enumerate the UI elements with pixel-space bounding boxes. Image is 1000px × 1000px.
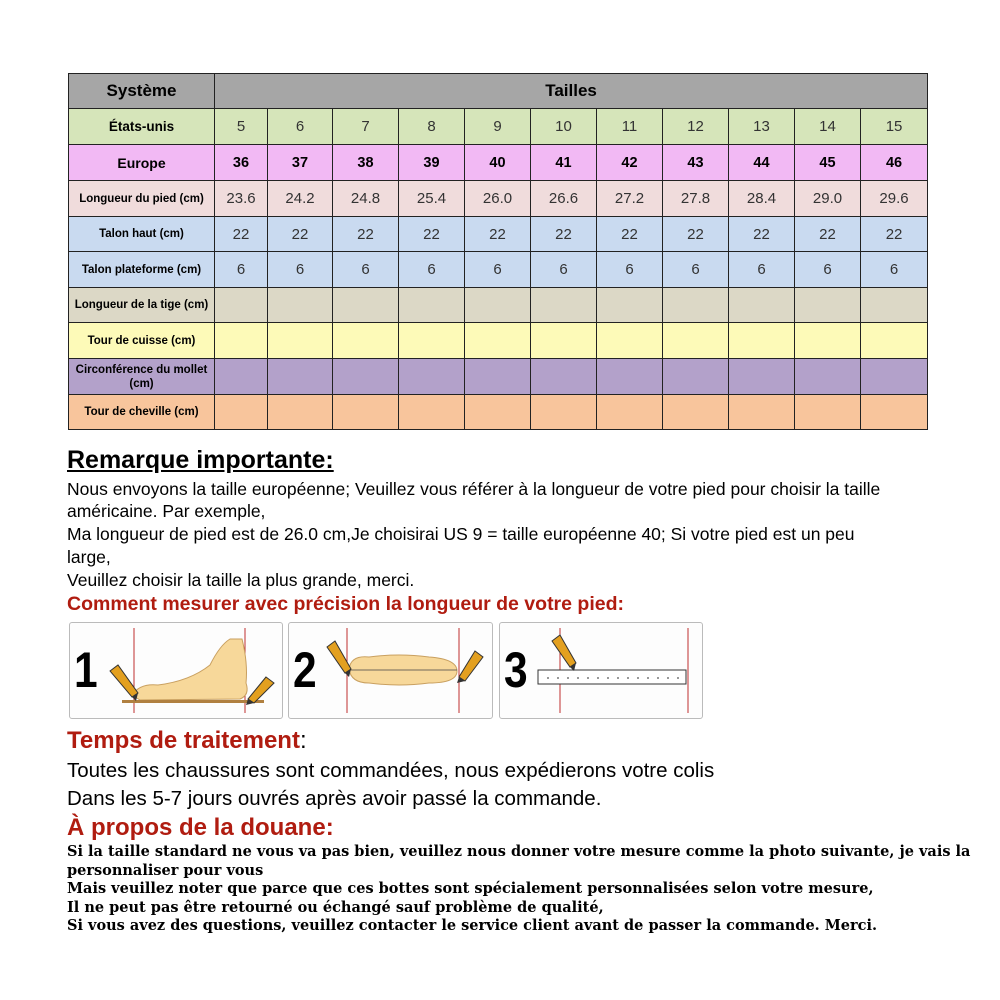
- cell-foot-11: 29.6: [861, 181, 928, 217]
- cell-heel-1: 22: [215, 217, 268, 252]
- cell-shaft-10: [795, 288, 861, 323]
- cell-plat-10: 6: [795, 252, 861, 288]
- table-row-us: [69, 109, 928, 145]
- cell-ankle-2: [268, 395, 333, 430]
- cell-plat-4: 6: [399, 252, 465, 288]
- cell-heel-4: 22: [399, 217, 465, 252]
- cell-calf-10: [795, 359, 861, 395]
- right-pencil-icon: [457, 651, 483, 683]
- table-row-thigh: [69, 323, 928, 359]
- processing-line-1: Toutes les chaussures sont commandées, nous expédierons votre colis: [67, 759, 715, 782]
- cell-heel-5: 22: [465, 217, 531, 252]
- cell-us-8: 8: [399, 109, 465, 145]
- cell-plat-11: 6: [861, 252, 928, 288]
- cell-thigh-2: [268, 323, 333, 359]
- cell-eu-45: 45: [795, 145, 861, 181]
- cell-heel-3: 22: [333, 217, 399, 252]
- cell-eu-36: 36: [215, 145, 268, 181]
- row-label-platform-heel: Talon plateforme (cm): [69, 252, 215, 288]
- cell-plat-9: 6: [729, 252, 795, 288]
- ruler-illustration: [500, 623, 702, 718]
- cell-heel-2: 22: [268, 217, 333, 252]
- row-label-ankle: Tour de cheville (cm): [69, 395, 215, 430]
- cell-us-5: 5: [215, 109, 268, 145]
- cell-ankle-9: [729, 395, 795, 430]
- cell-ankle-3: [333, 395, 399, 430]
- table-header-row: [69, 74, 928, 109]
- cell-shaft-4: [399, 288, 465, 323]
- customs-line-3: Mais veuillez noter que parce que ces bottes sont spécialement personnalisées selon votre mesure,: [67, 880, 874, 897]
- foot-side-view-illustration: [70, 623, 282, 718]
- cell-calf-1: [215, 359, 268, 395]
- cell-shaft-1: [215, 288, 268, 323]
- cell-calf-5: [465, 359, 531, 395]
- cell-shaft-2: [268, 288, 333, 323]
- cell-heel-7: 22: [597, 217, 663, 252]
- cell-shaft-9: [729, 288, 795, 323]
- cell-us-12: 12: [663, 109, 729, 145]
- cell-eu-46: 46: [861, 145, 928, 181]
- cell-eu-38: 38: [333, 145, 399, 181]
- customs-line-4: Il ne peut pas être retourné ou échangé sauf problème de qualité,: [67, 899, 604, 916]
- foot-top-view-illustration: [289, 623, 492, 718]
- cell-us-7: 7: [333, 109, 399, 145]
- cell-thigh-10: [795, 323, 861, 359]
- cell-us-11: 11: [597, 109, 663, 145]
- cell-eu-37: 37: [268, 145, 333, 181]
- table-row-calf: [69, 359, 928, 395]
- row-label-europe: Europe: [69, 145, 215, 181]
- cell-eu-41: 41: [531, 145, 597, 181]
- remarque-line-5: Veuillez choisir la taille la plus grande, merci.: [67, 570, 415, 590]
- cell-shaft-3: [333, 288, 399, 323]
- cell-calf-8: [663, 359, 729, 395]
- processing-heading-colon: :: [299, 727, 307, 754]
- cell-plat-1: 6: [215, 252, 268, 288]
- table-row-shaft-length: [69, 288, 928, 323]
- table-row-europe: [69, 145, 928, 181]
- cell-calf-6: [531, 359, 597, 395]
- ruler-pencil-icon: [552, 635, 576, 671]
- remarque-line-1: Nous envoyons la taille européenne; Veuillez vous référer à la longueur de votre pied pour choisir la taille: [67, 479, 881, 499]
- cell-ankle-10: [795, 395, 861, 430]
- cell-calf-3: [333, 359, 399, 395]
- cell-calf-2: [268, 359, 333, 395]
- cell-foot-2: 24.2: [268, 181, 333, 217]
- cell-foot-7: 27.2: [597, 181, 663, 217]
- cell-foot-3: 24.8: [333, 181, 399, 217]
- cell-thigh-7: [597, 323, 663, 359]
- cell-eu-43: 43: [663, 145, 729, 181]
- cell-thigh-1: [215, 323, 268, 359]
- cell-calf-4: [399, 359, 465, 395]
- cell-foot-9: 28.4: [729, 181, 795, 217]
- cell-heel-6: 22: [531, 217, 597, 252]
- cell-thigh-9: [729, 323, 795, 359]
- cell-heel-10: 22: [795, 217, 861, 252]
- cell-eu-40: 40: [465, 145, 531, 181]
- cell-foot-4: 25.4: [399, 181, 465, 217]
- measure-step-2-panel: [288, 622, 493, 719]
- cell-thigh-5: [465, 323, 531, 359]
- cell-shaft-7: [597, 288, 663, 323]
- remarque-line-3: Ma longueur de pied est de 26.0 cm,Je choisirai US 9 = taille européenne 40; Si votre pied est un peu: [67, 524, 855, 544]
- remarque-line-2: américaine. Par exemple,: [67, 501, 266, 521]
- cell-ankle-11: [861, 395, 928, 430]
- cell-us-10: 10: [531, 109, 597, 145]
- step-1-number: 1: [74, 642, 98, 698]
- customs-line-1: Si la taille standard ne vous va pas bien, veuillez nous donner votre mesure comme la photo suivante, je vais la: [67, 843, 971, 860]
- cell-ankle-7: [597, 395, 663, 430]
- processing-heading: [67, 727, 307, 755]
- cell-plat-2: 6: [268, 252, 333, 288]
- cell-shaft-11: [861, 288, 928, 323]
- measure-step-1-panel: [69, 622, 283, 719]
- row-label-calf: Circonférence du mollet (cm): [69, 359, 215, 395]
- cell-plat-5: 6: [465, 252, 531, 288]
- cell-foot-1: 23.6: [215, 181, 268, 217]
- cell-shaft-8: [663, 288, 729, 323]
- cell-foot-10: 29.0: [795, 181, 861, 217]
- cell-us-9: 9: [465, 109, 531, 145]
- cell-plat-8: 6: [663, 252, 729, 288]
- row-label-shaft-length: Longueur de la tige (cm): [69, 288, 215, 323]
- measure-heading: Comment mesurer avec précision la longueur de votre pied:: [67, 593, 624, 615]
- step-3-number: 3: [504, 642, 528, 698]
- cell-ankle-6: [531, 395, 597, 430]
- cell-us-13: 13: [729, 109, 795, 145]
- cell-ankle-8: [663, 395, 729, 430]
- cell-thigh-4: [399, 323, 465, 359]
- step-2-number: 2: [293, 642, 317, 698]
- row-label-high-heel: Talon haut (cm): [69, 217, 215, 252]
- cell-ankle-4: [399, 395, 465, 430]
- cell-plat-6: 6: [531, 252, 597, 288]
- cell-foot-8: 27.8: [663, 181, 729, 217]
- cell-ankle-5: [465, 395, 531, 430]
- cell-foot-6: 26.6: [531, 181, 597, 217]
- cell-plat-3: 6: [333, 252, 399, 288]
- row-label-foot-length: Longueur du pied (cm): [69, 181, 215, 217]
- remarque-line-4: large,: [67, 547, 111, 567]
- cell-thigh-3: [333, 323, 399, 359]
- cell-heel-9: 22: [729, 217, 795, 252]
- table-row-ankle: [69, 395, 928, 430]
- cell-us-6: 6: [268, 109, 333, 145]
- cell-eu-42: 42: [597, 145, 663, 181]
- customs-line-2: personnaliser pour vous: [67, 862, 264, 879]
- cell-eu-44: 44: [729, 145, 795, 181]
- table-row-platform-heel: [69, 252, 928, 288]
- system-header-cell: Système: [69, 74, 215, 109]
- cell-us-15: 15: [861, 109, 928, 145]
- row-label-us: États-unis: [69, 109, 215, 145]
- size-chart-table: [68, 73, 928, 430]
- sizes-header-cell: Tailles: [215, 74, 928, 109]
- customs-line-5: Si vous avez des questions, veuillez contacter le service client avant de passer la commande. Merci.: [67, 917, 878, 934]
- cell-plat-7: 6: [597, 252, 663, 288]
- measure-step-3-panel: [499, 622, 703, 719]
- customs-heading: À propos de la douane:: [67, 814, 334, 841]
- cell-thigh-8: [663, 323, 729, 359]
- cell-thigh-6: [531, 323, 597, 359]
- cell-calf-7: [597, 359, 663, 395]
- table-row-foot-length: [69, 181, 928, 217]
- cell-heel-11: 22: [861, 217, 928, 252]
- processing-heading-text: Temps de traitement: [67, 727, 300, 754]
- cell-foot-5: 26.0: [465, 181, 531, 217]
- cell-shaft-6: [531, 288, 597, 323]
- cell-thigh-11: [861, 323, 928, 359]
- row-label-thigh: Tour de cuisse (cm): [69, 323, 215, 359]
- processing-line-2: Dans les 5-7 jours ouvrés après avoir passé la commande.: [67, 787, 602, 810]
- cell-shaft-5: [465, 288, 531, 323]
- cell-eu-39: 39: [399, 145, 465, 181]
- cell-ankle-1: [215, 395, 268, 430]
- cell-us-14: 14: [795, 109, 861, 145]
- cell-calf-11: [861, 359, 928, 395]
- cell-heel-8: 22: [663, 217, 729, 252]
- table-row-high-heel: [69, 217, 928, 252]
- cell-calf-9: [729, 359, 795, 395]
- remarque-heading: Remarque importante:: [67, 446, 334, 474]
